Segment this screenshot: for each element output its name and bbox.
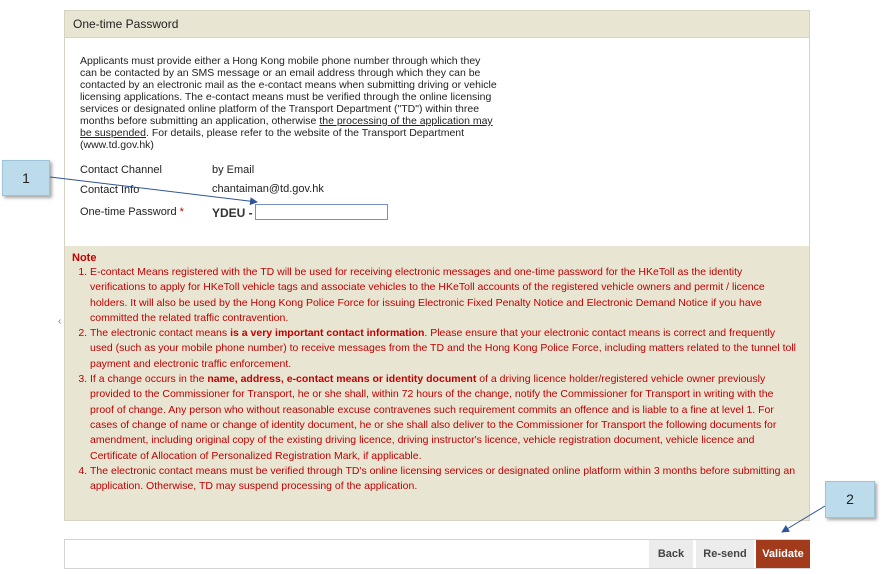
note-title: Note bbox=[72, 252, 97, 264]
intro-part-2: . For details, please refer to the website of the Transport Department ( bbox=[80, 127, 465, 151]
note-item-4-text: The electronic contact means must be verified through TD's online licensing services or designated online platform within 3 months before submitting an application. Otherwise, TD may suspend processing of the application. bbox=[90, 464, 796, 493]
note-item-2-bold: is a very important contact information bbox=[230, 327, 425, 340]
note-item-3-pre: If a change occurs in the bbox=[90, 373, 208, 386]
intro-part-1: Applicants must provide either a Hong Kong mobile phone number through which they can be contacted by an SMS message or an email address through which they can be contacted by an electronic mail as the e-contact means when submitting driving or vehicle licensing applications. The e-contact means must be verified through the online licensing services or designated online platform of the Transport Department ("TD") within three months before submitting an application, otherwise bbox=[80, 55, 497, 127]
contact-channel-label: Contact Channel bbox=[80, 164, 162, 176]
contact-info-label: Contact Info bbox=[80, 184, 140, 196]
note-item-3-post: of a driving licence holder/registered vehicle owner previously provided to the Commissioner for Transport, he or she shall, within 72 hours of the change, notify the Commissioner for Transport in writing with the proof of change. Any person who without reasonable excuse contravenes such requirement commits an offence and is liable to a fine at level 1. For cases of change of name or change of identity document, he or she shall also deliver to the Commissioner for Transport the following documents for amendment, including original copy of the existing driving licence, driving instructor's licence, vehicle registration document, vehicle licence and Certificate of Allocation of Personalized Registration Mark, if applicable. bbox=[90, 373, 777, 462]
arrow-icon bbox=[782, 506, 825, 532]
required-marker: * bbox=[179, 206, 184, 218]
contact-channel-value: by Email bbox=[212, 164, 255, 176]
intro-part-3: ) bbox=[150, 139, 154, 151]
chevron-left-icon: ‹ bbox=[58, 316, 62, 327]
note-item-2-post: . Please ensure that your electronic contact means is correct and frequently used (such as your mobile phone number) to receive messages from the TD and the Hong Kong Police Force, including matters related to the tunnel toll payment and electronic traffic enforcement. bbox=[90, 327, 797, 370]
panel-title: One-time Password bbox=[65, 11, 809, 38]
otp-prefix: YDEU - bbox=[212, 206, 253, 220]
note-item-3-bold: name, address, e-contact means or identity document bbox=[207, 373, 477, 386]
contact-info-value: chantaiman@td.gov.hk bbox=[212, 183, 324, 195]
resend-button[interactable]: Re-send bbox=[696, 540, 754, 568]
validate-button[interactable]: Validate bbox=[756, 540, 810, 568]
intro-underlined: the processing of the application may be suspended bbox=[80, 115, 493, 139]
td-website-link[interactable]: www.td.gov.hk bbox=[83, 139, 151, 151]
callout-2: 2 bbox=[825, 481, 875, 518]
callout-1: 1 bbox=[2, 160, 50, 196]
note-item-1-text: E-contact Means registered with the TD will be used for receiving electronic messages and one-time password for the HKeToll as the identity verifications to apply for HKeToll vehicle tags and associate vehicles to the HKeToll accounts of the registered vehicle owners and permit / licence holders. It will also be used by the Hong Kong Police Force for issuing Electronic Fixed Penalty Notice and Electronic Demand Notice if you have committed the related traffic contravention. bbox=[90, 266, 765, 324]
note-item-2-pre: The electronic contact means bbox=[90, 327, 231, 340]
back-button[interactable]: Back bbox=[649, 540, 693, 568]
arrow-icon bbox=[50, 177, 257, 202]
otp-label-text: One-time Password bbox=[80, 206, 177, 218]
